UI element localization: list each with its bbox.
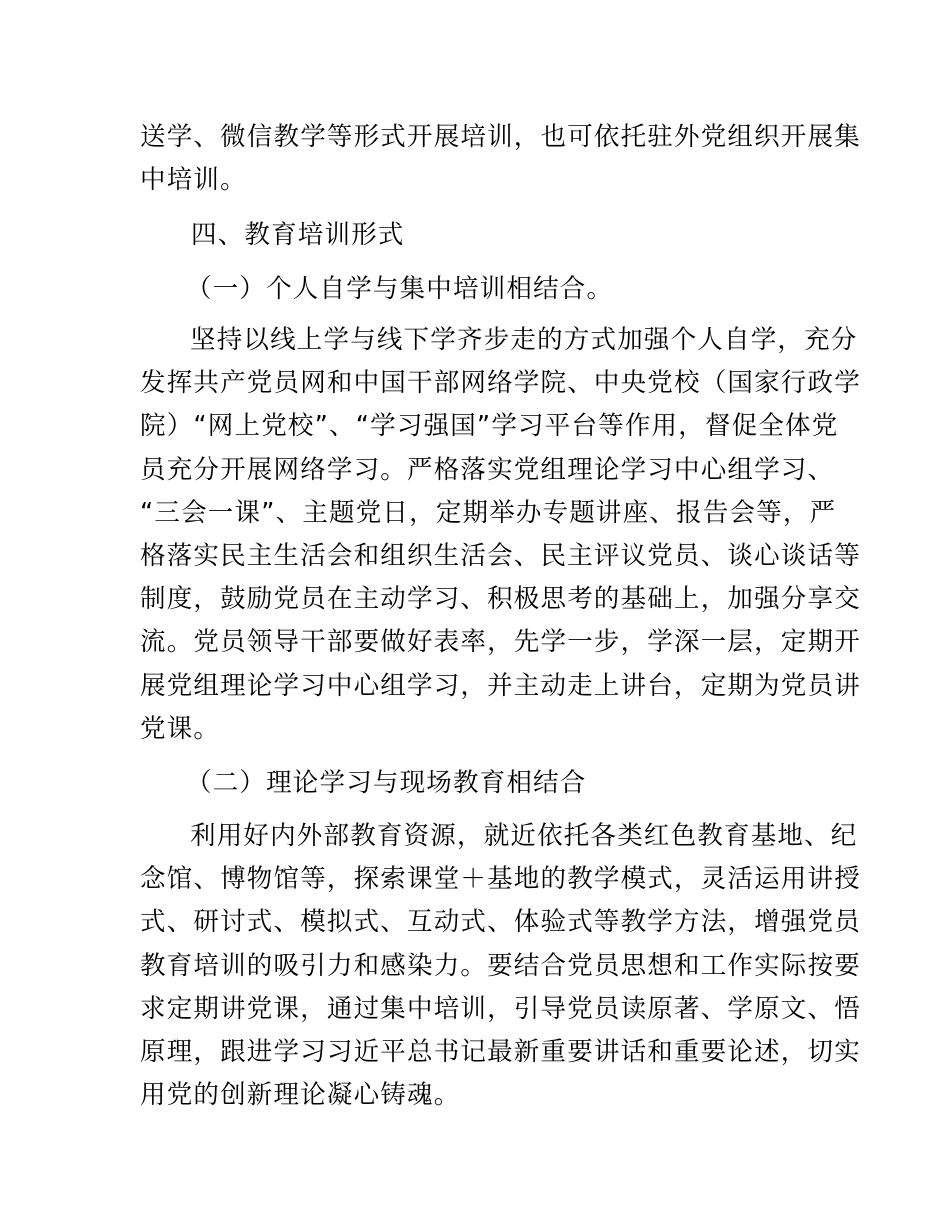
text-line: 送学、微信教学等形式开展培训，也可依托驻外党组织开展集 — [140, 122, 861, 152]
text-line: 式、研讨式、模拟式、互动式、体验式等教学方法，增强党员 — [140, 907, 861, 938]
text-line: 教育培训的吸引力和感染力。要结合党员思想和工作实际按要 — [140, 950, 861, 981]
text-line: 求定期讲党课，通过集中培训，引导党员读原著、学原文、悟 — [140, 993, 861, 1024]
text-line: 坚持以线上学与线下学齐步走的方式加强个人自学，充分 — [190, 325, 858, 355]
text-line: 员充分开展网络学习。严格落实党组理论学习中心组学习、 — [140, 454, 835, 485]
text-line: 原理，跟进学习习近平总书记最新重要讲话和重要论述，切实 — [140, 1036, 861, 1067]
sub-heading-1: （一）个人自学与集中培训相结合。 — [186, 274, 614, 304]
text-line: 发挥共产党员网和中国干部网络学院、中央党校（国家行政学 — [140, 368, 861, 399]
paragraph-1 — [140, 319, 861, 751]
text-line: 用党的创新理论凝心铸魂。 — [140, 1080, 461, 1111]
text-line: 中培训。 — [140, 165, 247, 196]
paragraph-2 — [140, 815, 861, 1117]
text-line: 格落实民主生活会和组织生活会、民主评议党员、谈心谈话等 — [140, 540, 861, 571]
sub-heading-2: （二）理论学习与现场教育相结合 — [186, 768, 587, 798]
text-line: 党课。 — [140, 713, 221, 744]
text-line: 利用好内外部教育资源，就近依托各类红色教育基地、纪 — [190, 821, 858, 851]
text-line: “三会一课”、主题党日，定期举办专题讲座、报告会等，严 — [140, 497, 837, 528]
text-line: 制度，鼓励党员在主动学习、积极思考的基础上，加强分享交 — [140, 584, 861, 615]
text-line: 展党组理论学习中心组学习，并主动走上讲台，定期为党员讲 — [140, 670, 861, 701]
paragraph-continued — [140, 116, 861, 202]
section-heading: 四、教育培训形式 — [191, 220, 405, 250]
text-line: 念馆、博物馆等，探索课堂＋基地的教学模式，灵活运用讲授 — [140, 864, 861, 895]
text-line: 流。党员领导干部要做好表率，先学一步，学深一层，定期开 — [140, 627, 861, 658]
text-line: 院）“网上党校”、“学习强国”学习平台等作用，督促全体党 — [140, 411, 839, 442]
